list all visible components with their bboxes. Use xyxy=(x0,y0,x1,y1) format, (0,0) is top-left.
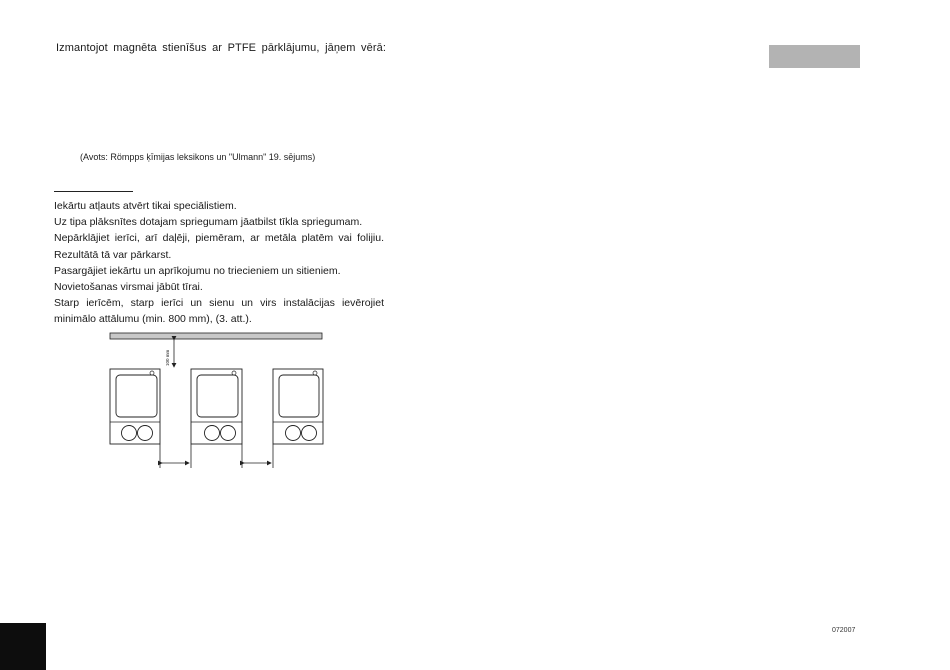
safety-warnings-list xyxy=(54,198,384,328)
warning-text: Novietošanas virsmai jābūt tīrai. xyxy=(54,281,203,294)
footnote-divider xyxy=(54,191,133,192)
warning-item xyxy=(54,230,384,262)
warning-text: Starp ierīcēm, starp ierīci un sienu un virs instalācijas ievērojiet minimālo attālumu (min. 800 mm), (3. att.). xyxy=(54,297,384,326)
warning-item xyxy=(54,279,384,295)
warning-text: Uz tipa plāksnītes dotajam spriegumam jāatbilst tīkla spriegumam. xyxy=(54,216,363,229)
section-tab xyxy=(769,45,860,68)
top-clearance-label: 100 mm xyxy=(165,349,170,366)
warning-item xyxy=(54,198,384,214)
warning-item xyxy=(54,263,384,279)
document-code: 072007 xyxy=(832,627,856,634)
warning-text: Nepārklājiet ierīci, arī daļēji, piemēram, ar metāla platēm vai folijiu. Rezultātā tā var pārkarst. xyxy=(54,232,384,261)
side-clearance-dimension xyxy=(160,444,191,468)
warning-text: Pasargājiet iekārtu un aprīkojumu no triecieniem un sitieniem. xyxy=(54,264,341,277)
warning-item xyxy=(54,214,384,230)
warning-text: Iekārtu atļauts atvērt tikai speciālistiem. xyxy=(54,200,237,212)
overhead-shelf xyxy=(110,333,322,339)
device-unit xyxy=(110,369,160,444)
side-clearance-dimension xyxy=(242,444,273,468)
device-unit xyxy=(191,369,242,444)
page-edge-tab xyxy=(0,623,46,670)
source-note: (Avots: Römpps ķīmijas leksikons un "Ulmann" 19. sējums) xyxy=(80,152,316,162)
warning-item xyxy=(54,295,384,327)
device-unit xyxy=(273,369,323,444)
device-spacing-diagram xyxy=(105,330,327,470)
intro-text: Izmantojot magnēta stienīšus ar PTFE pārklājumu, jāņem vērā: xyxy=(56,42,386,54)
